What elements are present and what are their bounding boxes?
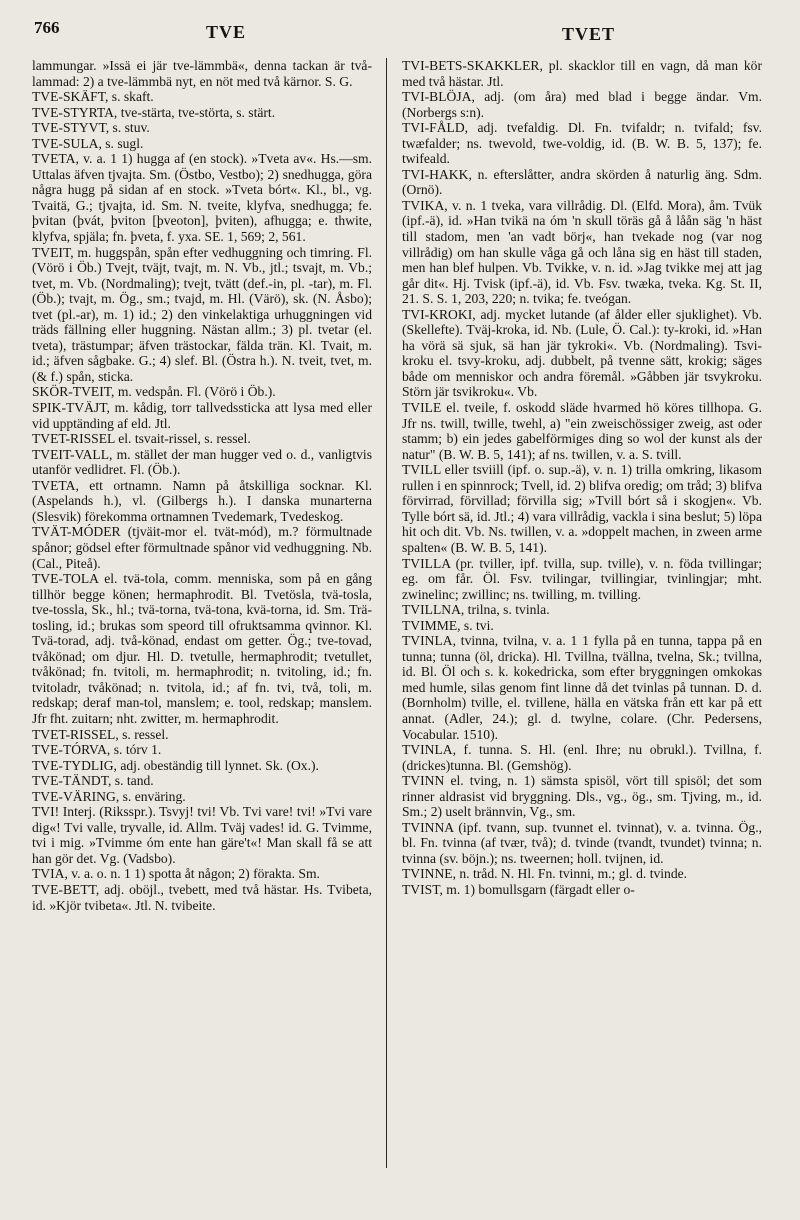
dictionary-entry: TVI-FÅLD, adj. tvefaldig. Dl. Fn. tvifaldr; n. tvifald; fsv. twæfalder; ns. twevold, twe-voldig, id. (B. W. B. 5, 137); fe. twifeald. bbox=[402, 120, 762, 167]
dictionary-entry: TVE-STYVT, s. stuv. bbox=[32, 120, 150, 136]
column-divider bbox=[386, 58, 387, 1168]
dictionary-entry: TVE-SULA, s. sugl. bbox=[32, 135, 144, 151]
dictionary-entry: TVI-KROKI, adj. mycket lutande (af ålder eller sjuklighet). Vb. (Skellefte). Tväj-kroka, id. Nb. (Lule, Ö. Cal.): ty-kroki, id. »Han ha vörä sä sjuk, sä han jär tykroki«. Vb. (Nordmaling). Tsvi-kroku el. tsvy-kroku, adj. dubbelt, på tvenne sätt, krokig; säges både om menniskor och andra föremål. »Gåbben jär tsvykroku. Störn jär tsvikroku«. Vb. bbox=[402, 306, 762, 400]
dictionary-entry: TVIST, m. 1) bomullsgarn (färgadt eller o- bbox=[402, 881, 635, 897]
dictionary-entry: lammungar. »Issä ei jär tve-lämmbä«, denna tackan är två-lammad: 2) a tve-lämmbä nyt, en nöt med två kärnor. S. G. bbox=[32, 58, 372, 89]
dictionary-entry: TVE-STYRTA, tve-stärta, tve-störta, s. stärt. bbox=[32, 104, 276, 120]
dictionary-entry: TVE-TÓRVA, s. tórv 1. bbox=[32, 742, 162, 758]
dictionary-entry: TVIKA, v. n. 1 tveka, vara villrådig. Dl. (Elfd. Mora), åm. Tvük (ipf.-ä), id. »Han tvikä na óm 'n skull töräs gå å låån säg 'n häst till stadom, men 'an vadt börj«, han tvekade nog (var nog villrådig) om han skulle våga gå och låna sig en häst till staden, men han blef hulpen. Vb. Tvikke, v. n. id. »Jag tvikke mej att jag går dit«. Hj. Tvisk (ipf.-ä), id. Vb. Fsv. twæka, tveka. Kg. St. II, 21. S. S. 1, 203, 220; n. tvika; fe. tveógan. bbox=[402, 197, 762, 307]
dictionary-entry: TVEIT, m. huggspån, spån efter vedhuggning och timring. Fl. (Vörö i Öb.) Tvejt, tväjt, tvajt, m. N. Vb., jtl.; tsvajt, m. Vb.; tvet, m. Vb. (Nordmaling); tvejt, tvätt (def.-in, pl. -tar), m. Fl. (Öb.); tvajt, m. Ög., sm.; tvajd, m. Hl. (Värö), sk. (N. Åsbo); tvet (pl.-ar), m. 1) id.; 2) den vinkelaktiga urhuggningen vid träds fällning eller huggning. Nästan allm.; 3) pl. tvetar (el. tveta), trästumpar; äfven trästockar, fälda trän. Kl. Tvait, m. id.; äfven sågbake. G.; 4) slef. Bl. (Östra h.). N. tveit, tvet, m. (& f.) spån, sticka. bbox=[32, 244, 372, 384]
running-header-right: TVET bbox=[562, 24, 616, 44]
dictionary-entry: TVIA, v. a. o. n. 1 1) spotta åt någon; 2) förakta. Sm. bbox=[32, 866, 320, 882]
running-header-left: TVE bbox=[206, 22, 247, 42]
dictionary-entry: TVÄT-MÓDER (tjväit-mor el. tvät-mód), m.? förmultnade spånor; gödsel efter förmultnade spånor vid vedhuggning. Nb. (Cal., Piteå). bbox=[32, 524, 372, 571]
right-column bbox=[402, 58, 762, 898]
dictionary-entry: TVILL eller tsviill (ipf. o. sup.-ä), v. n. 1) trilla omkring, likasom rullen i en spinnrock; Tvell, id. 2) blifva oredig; om tråd; 3) blifva förvirrad, förvillad; förvilla sig; »Tvill bórt så i skogjen«. Vb. Tylle bórt sä, id. Jtl.; 4) vara villrådig, vackla i sina beslut; 5) löpa hit och dit. Vb. Ns. twillen, v. a. »doppelt machen, in zween arme spalten« (B. W. B. 5, 141). bbox=[402, 462, 762, 555]
dictionary-entry: TVE-TYDLIG, adj. obeständig till lynnet. Sk. (Ox.). bbox=[32, 757, 319, 773]
dictionary-entry: TVILLNA, trilna, s. tvinla. bbox=[402, 602, 550, 618]
dictionary-entry: TVINLA, f. tunna. S. Hl. (enl. Ihre; nu obrukl.). Tvillna, f. (drickes)tunna. Bl. (Gemshög). bbox=[402, 742, 762, 773]
dictionary-entry: TVINLA, tvinna, tvilna, v. a. 1 1 fylla på en tunna, tappa på en tunna; tunna (öl, dricka). Hl. Tvillna, tvällna, tvelna, Sk.; tvillna, id. Bl. Öl och s. k. kokedricka, som efter bryggningen omkokas med humle, silas genom fint linne då det tvinlas på tunnan. D. d. (Bornholm) tville, el. tvillene, hälla en vätska från ett kar på ett annat. (Adler, 24.); gl. d. twylne, colare. (Chr. Pedersens, Vocabular. 1510). bbox=[402, 633, 762, 742]
dictionary-entry: TVINNA (ipf. tvann, sup. tvunnet el. tvinnat), v. a. tvinna. Ög., bl. Fn. tvinna (af tvær, två); d. tvinde (tvandt, tvundet) tvinna; n. tvinna (sv. böjn.); ns. tweernen; holl. tvijnen, id. bbox=[402, 819, 762, 866]
page-number: 766 bbox=[34, 18, 60, 37]
dictionary-entry: SPIK-TVÄJT, m. kådig, torr tallvedssticka att lysa med eller vid upptänding af eld. Jtl. bbox=[32, 400, 372, 431]
dictionary-entry: TVINNE, n. tråd. N. Hl. Fn. tvinni, m.; gl. d. tvinde. bbox=[402, 866, 688, 882]
dictionary-entry: TVETA, v. a. 1 1) hugga af (en stock). »Tveta av«. Hs.—sm. Uttalas äfven tjvajta. Sm. (Östbo, Vestbo); 2) snedhugga, göra några hugg på sidan af en stock. »Tveta bórt«. Kl., bl., vg. Tvaitä, G.; tjvajta, id. Sm. N. tveite, klyfva, snedhugga; fe. þvitan (þvát, þviton [þveoton], þviten), afhugga; e. thwite, klyfva, spjäla; fn. þveta, f. yxa. SE. 1, 569; 2, 561. bbox=[32, 151, 372, 245]
dictionary-entry: TVE-SKÄFT, s. skaft. bbox=[32, 89, 154, 105]
dictionary-entry: TVET-RISSEL el. tsvait-rissel, s. ressel. bbox=[32, 431, 251, 447]
dictionary-entry: TVILE el. tveile, f. oskodd släde hvarmed hö köres tillhopa. G. Jfr ns. twill, twille, twehl, a) "ein zweischössiger zweig, ast oder stamm; b) ein jedes gabelförmiges ding so wol der kunst als der natur" (B. W. B. 5, 141); af ns. twillen, v. a. S. tvill. bbox=[402, 400, 762, 462]
dictionary-entry: TVI! Interj. (Riksspr.). Tsvyj! tvi! Vb. Tvi vare! tvi! »Tvi vare dig«! Tvi valle, tryvalle, id. Allm. Tväj vades! id. G. Tvimme, tvi i mig. »Tvimme óm ente han gäre't«! Man skall få se att han gör det. Vg. (Vadsbo). bbox=[32, 804, 372, 866]
dictionary-entry: TVILLA (pr. tviller, ipf. tvilla, sup. tville), v. n. föda tvillingar; eg. om får. Öl. Fsv. tvilingar, tvillingiar, tvinlingjar; mht. zwinelinc; zwillinc; ns. twilling, m. tvilling. bbox=[402, 555, 762, 602]
dictionary-entry: TVE-TÄNDT, s. tand. bbox=[32, 773, 154, 789]
dictionary-entry: TVI-BLÖJA, adj. (om åra) med blad i begge ändar. Vm. (Norbergs s:n). bbox=[402, 89, 762, 120]
dictionary-entry: TVI-HAKK, n. efterslåtter, andra skörden å naturlig äng. Sdm. (Ornö). bbox=[402, 166, 762, 198]
dictionary-entry: TVETA, ett ortnamn. Namn på åtskilliga socknar. Kl. (Aspelands h.), vl. (Gilbergs h.). I danska munarterna (Slesvik) förekomma ortnamnen Tvedemark, Tvedeskog. bbox=[32, 477, 372, 524]
dictionary-entry: TVET-RISSEL, s. ressel. bbox=[32, 726, 169, 742]
dictionary-entry: SKÖR-TVEIT, m. vedspån. Fl. (Vörö i Öb.). bbox=[32, 384, 276, 400]
dictionary-entry: TVE-TOLA el. tvä-tola, comm. menniska, som på en gång tillhör begge könen; hermaphrodit. Bl. Tvetösla, tvä-tosla, tve-tossla, Sk., hl.; tvä-torna, tvä-tona, kvä-torna, id. Sm. Trä-tosling, id.; brukas som speord till ofruktsamma qvinnor. Kl. Tvä-torad, adj. två-könad, endast om getter. Ög.; tve-tovad, tvåkönad; om djur. Hl. D. tvetulle, hermaphrodit; tvetullet, tvåkönad; fn. tvitoli, m. hermaphrodit; n. tvitoling, id.; fn. tvitoladr, tvåkönad; n. tvitola, id.; af fn. tvi, två, toli, m. redskap; deraf man-tol, manslem; e. tool, redskap; manslem. Jfr fht. zuitarn; nht. zwitter, m. hermaphrodit. bbox=[32, 571, 372, 726]
left-column bbox=[32, 58, 372, 913]
dictionary-entry: TVI-BETS-SKAKKLER, pl. skacklor till en vagn, då man kör med två hästar. Jtl. bbox=[402, 58, 762, 89]
dictionary-entry: TVIMME, s. tvi. bbox=[402, 617, 494, 633]
dictionary-entry: TVINN el. tving, n. 1) sämsta spisöl, vört till spisöl; det som rinner aldrasist vid bryggning. Dls., vg., ög., sm. Tjving, m., id. Sm.; 2) uselt brännvin, Vg., sm. bbox=[402, 773, 762, 820]
dictionary-entry: TVE-VÄRING, s. enväring. bbox=[32, 788, 186, 804]
dictionary-entry: TVE-BETT, adj. oböjl., tvebett, med två hästar. Hs. Tvibeta, id. »Kjör tvibeta«. Jtl. N. tvibeite. bbox=[32, 881, 372, 913]
dictionary-entry: TVEIT-VALL, m. stället der man hugger ved o. d., vanligtvis utanför vedlidret. Fl. (Öb.). bbox=[32, 446, 372, 478]
